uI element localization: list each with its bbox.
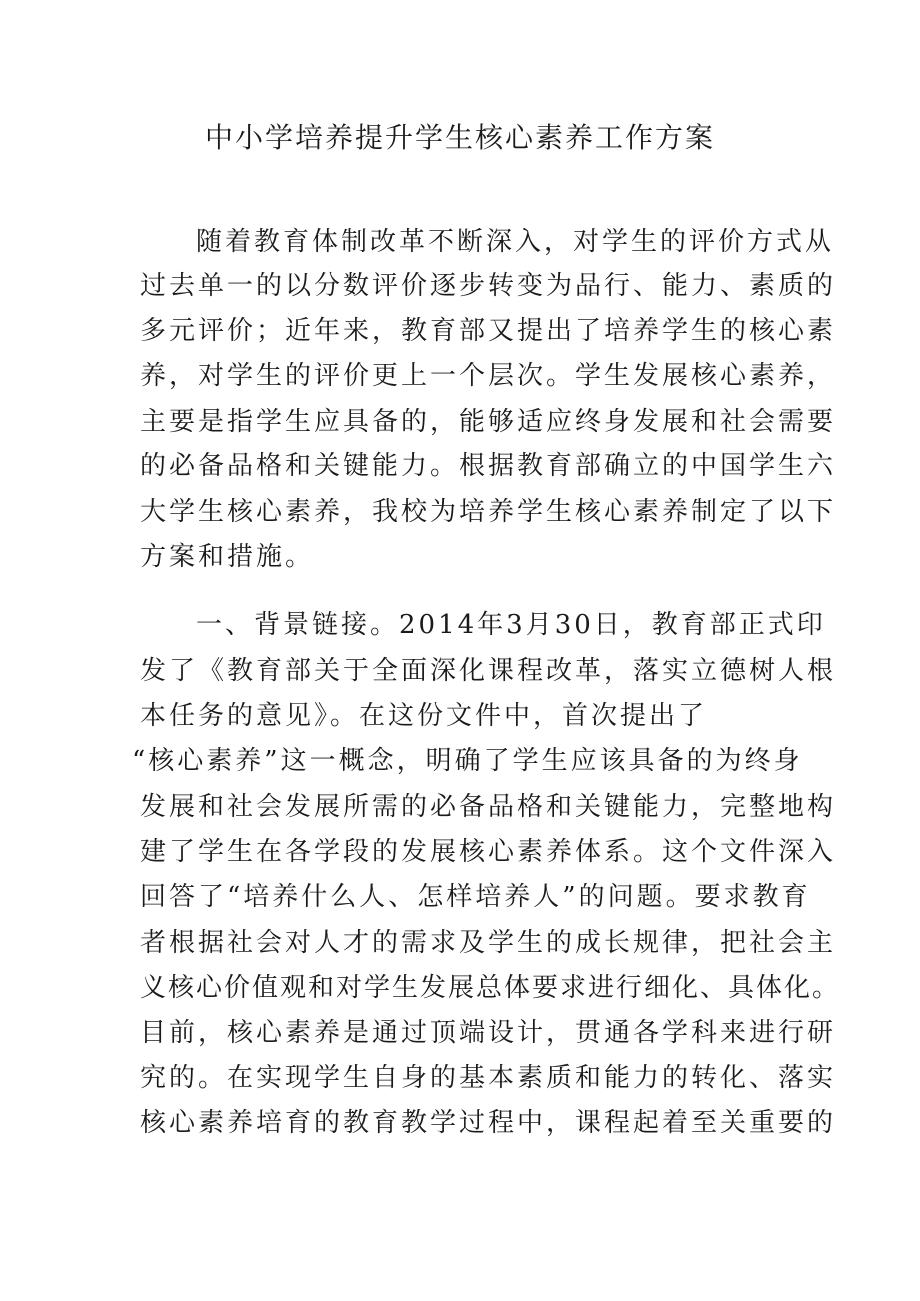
- paragraph-line: 大学生核心素养，我校为培养学生核心素养制定了以下: [140, 497, 837, 527]
- paragraph-line: 义核心价值观和对学生发展总体要求进行细化、具体化。: [140, 973, 841, 1003]
- paragraph-line: 建了学生在各学段的发展核心素养体系。这个文件深入: [140, 837, 837, 867]
- paragraph-line: 随着教育体制改革不断深入，对学生的评价方式从: [196, 227, 835, 257]
- paragraph-line: 方案和措施。: [140, 542, 315, 572]
- paragraph-line: 一、背景链接。2014年3月30日，教育部正式印: [196, 610, 826, 640]
- paragraph-line: 养，对学生的评价更上一个层次。学生发展核心素养，: [140, 361, 837, 391]
- document-title: 中小学培养提升学生核心素养工作方案: [204, 121, 715, 154]
- paragraph-line: 主要是指学生应具备的，能够适应终身发展和社会需要: [140, 407, 837, 437]
- paragraph-line: 究的。在实现学生自身的基本素质和能力的转化、落实: [140, 1063, 837, 1093]
- paragraph-line: “核心素养”这一概念，明确了学生应该具备的为终身: [132, 746, 803, 776]
- paragraph-line: 回答了“培养什么人、怎样培养人”的问题。要求教育: [140, 882, 811, 912]
- paragraph-line: 多元评价；近年来，教育部又提出了培养学生的核心素: [140, 316, 837, 346]
- paragraph-line: 发展和社会发展所需的必备品格和关键能力，完整地构: [140, 792, 837, 822]
- paragraph-line: 核心素养培育的教育教学过程中，课程起着至关重要的: [140, 1108, 837, 1138]
- paragraph-line: 者根据社会对人才的需求及学生的成长规律，把社会主: [140, 928, 837, 958]
- paragraph-line: 目前，核心素养是通过顶端设计，贯通各学科来进行研: [140, 1018, 837, 1048]
- paragraph-line: 过去单一的以分数评价逐步转变为品行、能力、素质的: [140, 271, 837, 301]
- paragraph-line: 的必备品格和关键能力。根据教育部确立的中国学生六: [140, 451, 837, 481]
- paragraph-line: 本任务的意见》。在这份文件中，首次提出了: [140, 701, 708, 731]
- paragraph-line: 发了《教育部关于全面深化课程改革，落实立德树人根: [140, 656, 837, 686]
